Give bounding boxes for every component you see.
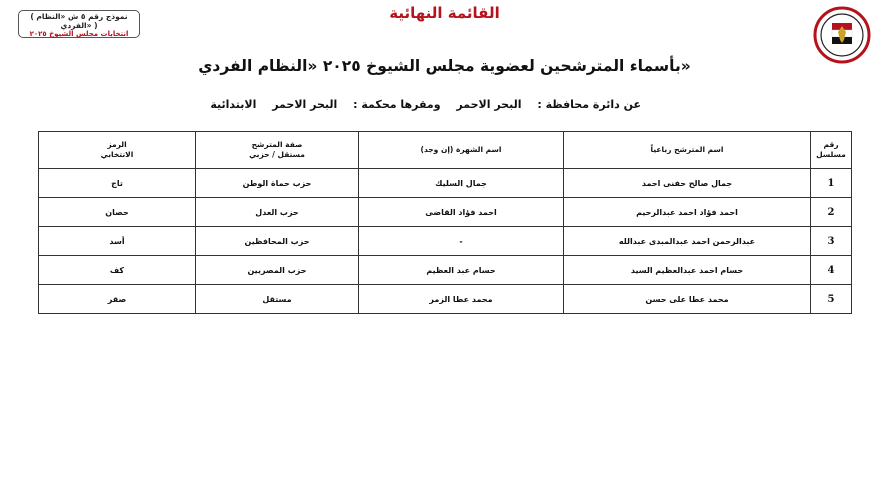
cell-symbol: تاج	[39, 169, 196, 198]
cell-nickname: محمد عطا الزمر	[359, 285, 564, 314]
cell-nickname: احمد فؤاد القاضى	[359, 198, 564, 227]
header-status: صفة المترشح مستقل / حزبي	[196, 132, 359, 169]
court-label: ومقرها محكمة :	[353, 98, 441, 111]
cell-serial: 1	[811, 169, 852, 198]
candidates-table	[38, 131, 852, 314]
cell-symbol: صقر	[39, 285, 196, 314]
cell-name: حسام احمد عبدالعظيم السيد	[564, 256, 811, 285]
cell-symbol: أسد	[39, 227, 196, 256]
table-row	[39, 169, 852, 198]
governorate-value: البحر الاحمر	[456, 98, 522, 111]
cell-status: حزب المحافظين	[196, 227, 359, 256]
cell-status: حزب العدل	[196, 198, 359, 227]
cell-status: مستقل	[196, 285, 359, 314]
cell-name: جمال صالح حفنى احمد	[564, 169, 811, 198]
court-value: البحر الاحمر	[272, 98, 338, 111]
district-label: عن دائرة محافظة :	[537, 98, 641, 111]
cell-symbol: كف	[39, 256, 196, 285]
district-info	[198, 98, 641, 111]
header-serial: رقم مسلسل	[811, 132, 852, 169]
cell-name: عبدالرحمن احمد عبدالمبدى عبدالله	[564, 227, 811, 256]
header-symbol: الرمز الانتخابي	[39, 132, 196, 169]
cell-serial: 5	[811, 285, 852, 314]
election-authority-logo-icon	[813, 6, 871, 64]
election-label: انتخابات مجلس الشيوخ ٢٠٢٥	[29, 30, 129, 39]
page-subtitle: بأسماء المترشحين لعضوية مجلس الشيوخ ٢٠٢٥ «النظام الفردي»	[198, 57, 691, 75]
table-row	[39, 256, 852, 285]
cell-status: حزب حماة الوطن	[196, 169, 359, 198]
form-number-label: ( نموذج رقم ٥ ش «النظام الفردي» )	[30, 12, 128, 30]
cell-serial: 4	[811, 256, 852, 285]
cell-status: حزب المصريين	[196, 256, 359, 285]
cell-serial: 3	[811, 227, 852, 256]
header-name: اسم المترشح رباعياً	[564, 132, 811, 169]
page-title: القائمة النهائية	[389, 4, 500, 22]
cell-nickname: حسام عبد العظيم	[359, 256, 564, 285]
court-type-value: الابتدائية	[210, 98, 257, 111]
table-header-row	[39, 132, 852, 169]
cell-nickname: جمال السليك	[359, 169, 564, 198]
header-nickname: اسم الشهرة (إن وجد)	[359, 132, 564, 169]
cell-serial: 2	[811, 198, 852, 227]
table-row	[39, 198, 852, 227]
table-row	[39, 285, 852, 314]
cell-name: احمد فؤاد احمد عبدالرحيم	[564, 198, 811, 227]
table-row	[39, 227, 852, 256]
cell-name: محمد عطا على حسن	[564, 285, 811, 314]
cell-symbol: حصان	[39, 198, 196, 227]
cell-nickname: -	[359, 227, 564, 256]
